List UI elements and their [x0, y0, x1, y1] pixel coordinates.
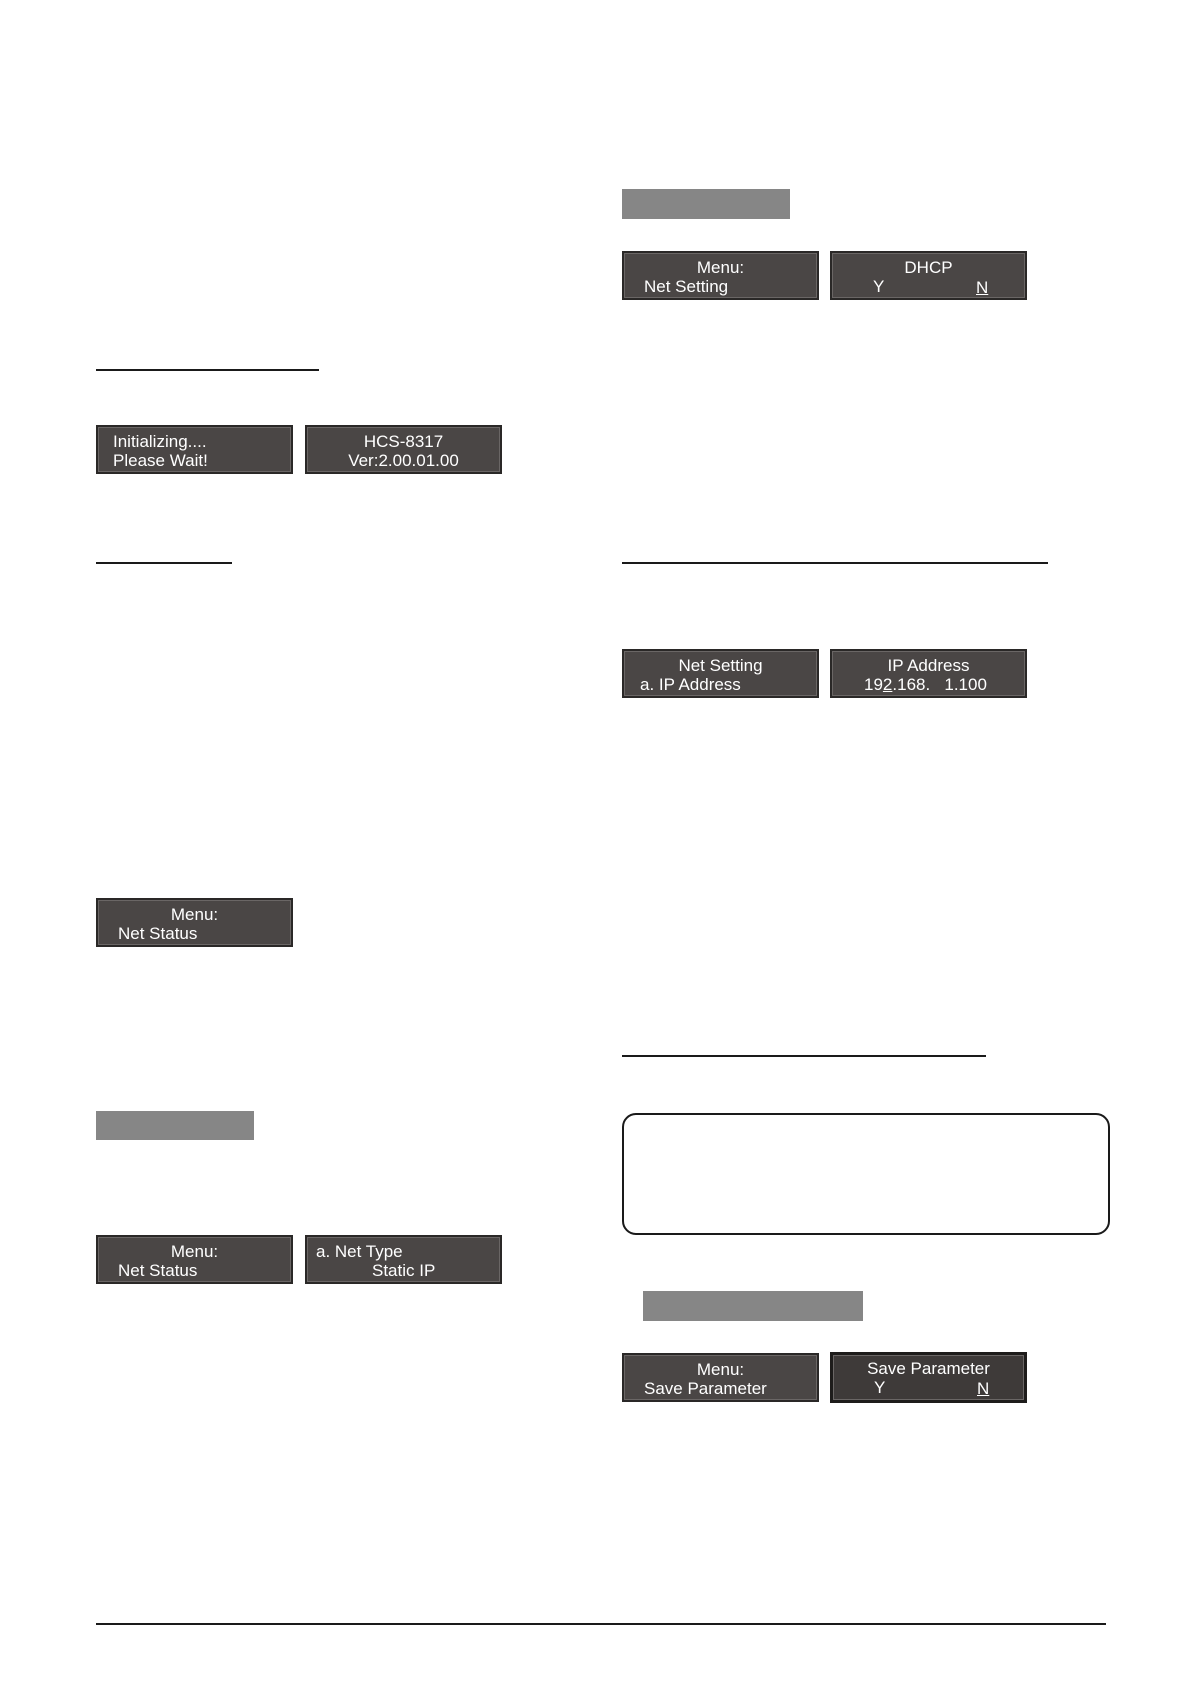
lcd-line-2: Please Wait!	[113, 451, 208, 470]
lcd-line-1: DHCP	[904, 258, 953, 277]
lcd-dhcp	[830, 251, 1027, 300]
ip-part-b: .168. 1.100	[892, 675, 987, 694]
lcd-menu-net-setting	[622, 251, 819, 300]
lcd-line-2: Net Setting	[644, 277, 729, 296]
lcd-net-setting-ip	[622, 649, 819, 698]
lcd-line-2: Net Status	[118, 924, 198, 943]
gray-heading-bar-bottom-right	[643, 1291, 863, 1321]
lcd-menu-net-status-1	[96, 898, 293, 947]
section-rule-4	[622, 1055, 986, 1057]
footer-rule	[96, 1623, 1106, 1625]
save-no-option: N	[977, 1379, 990, 1398]
lcd-net-type	[305, 1235, 502, 1284]
lcd-line-1: Save Parameter	[867, 1359, 990, 1378]
lcd-ip-address	[830, 649, 1027, 698]
dhcp-yes-option: Y	[873, 277, 885, 296]
lcd-line-1: Menu:	[170, 905, 219, 924]
section-rule-2	[96, 562, 232, 564]
gray-heading-bar-top-right	[622, 189, 790, 219]
lcd-line-2: Save Parameter	[644, 1379, 767, 1398]
note-box	[622, 1113, 1110, 1235]
lcd-line-1: Menu:	[170, 1242, 219, 1261]
ip-cursor-digit: 2	[882, 675, 893, 694]
gray-heading-bar-left	[96, 1111, 254, 1140]
lcd-line-1: HCS-8317	[363, 432, 444, 451]
lcd-line-1: Net Setting	[678, 656, 763, 675]
ip-part-a: 19	[864, 675, 883, 694]
lcd-line-1: a. Net Type	[316, 1242, 403, 1261]
section-rule-1	[96, 369, 319, 371]
lcd-menu-net-status-2	[96, 1235, 293, 1284]
lcd-line-1: Menu:	[696, 258, 745, 277]
dhcp-no-option: N	[976, 278, 989, 297]
lcd-line-2: Net Status	[118, 1261, 198, 1280]
ip-address-value	[864, 675, 987, 694]
lcd-initializing	[96, 425, 293, 474]
save-yes-option: Y	[874, 1378, 886, 1397]
lcd-line-1: Initializing....	[113, 432, 207, 451]
lcd-menu-save-parameter	[622, 1353, 819, 1402]
lcd-line-1: IP Address	[887, 656, 970, 675]
lcd-line-2: Ver:2.00.01.00	[348, 451, 459, 470]
lcd-version	[305, 425, 502, 474]
section-rule-3	[622, 562, 1048, 564]
lcd-line-2: Static IP	[372, 1261, 436, 1280]
lcd-line-2: a. IP Address	[640, 675, 741, 694]
lcd-save-confirm	[830, 1352, 1027, 1403]
lcd-line-1: Menu:	[696, 1360, 745, 1379]
